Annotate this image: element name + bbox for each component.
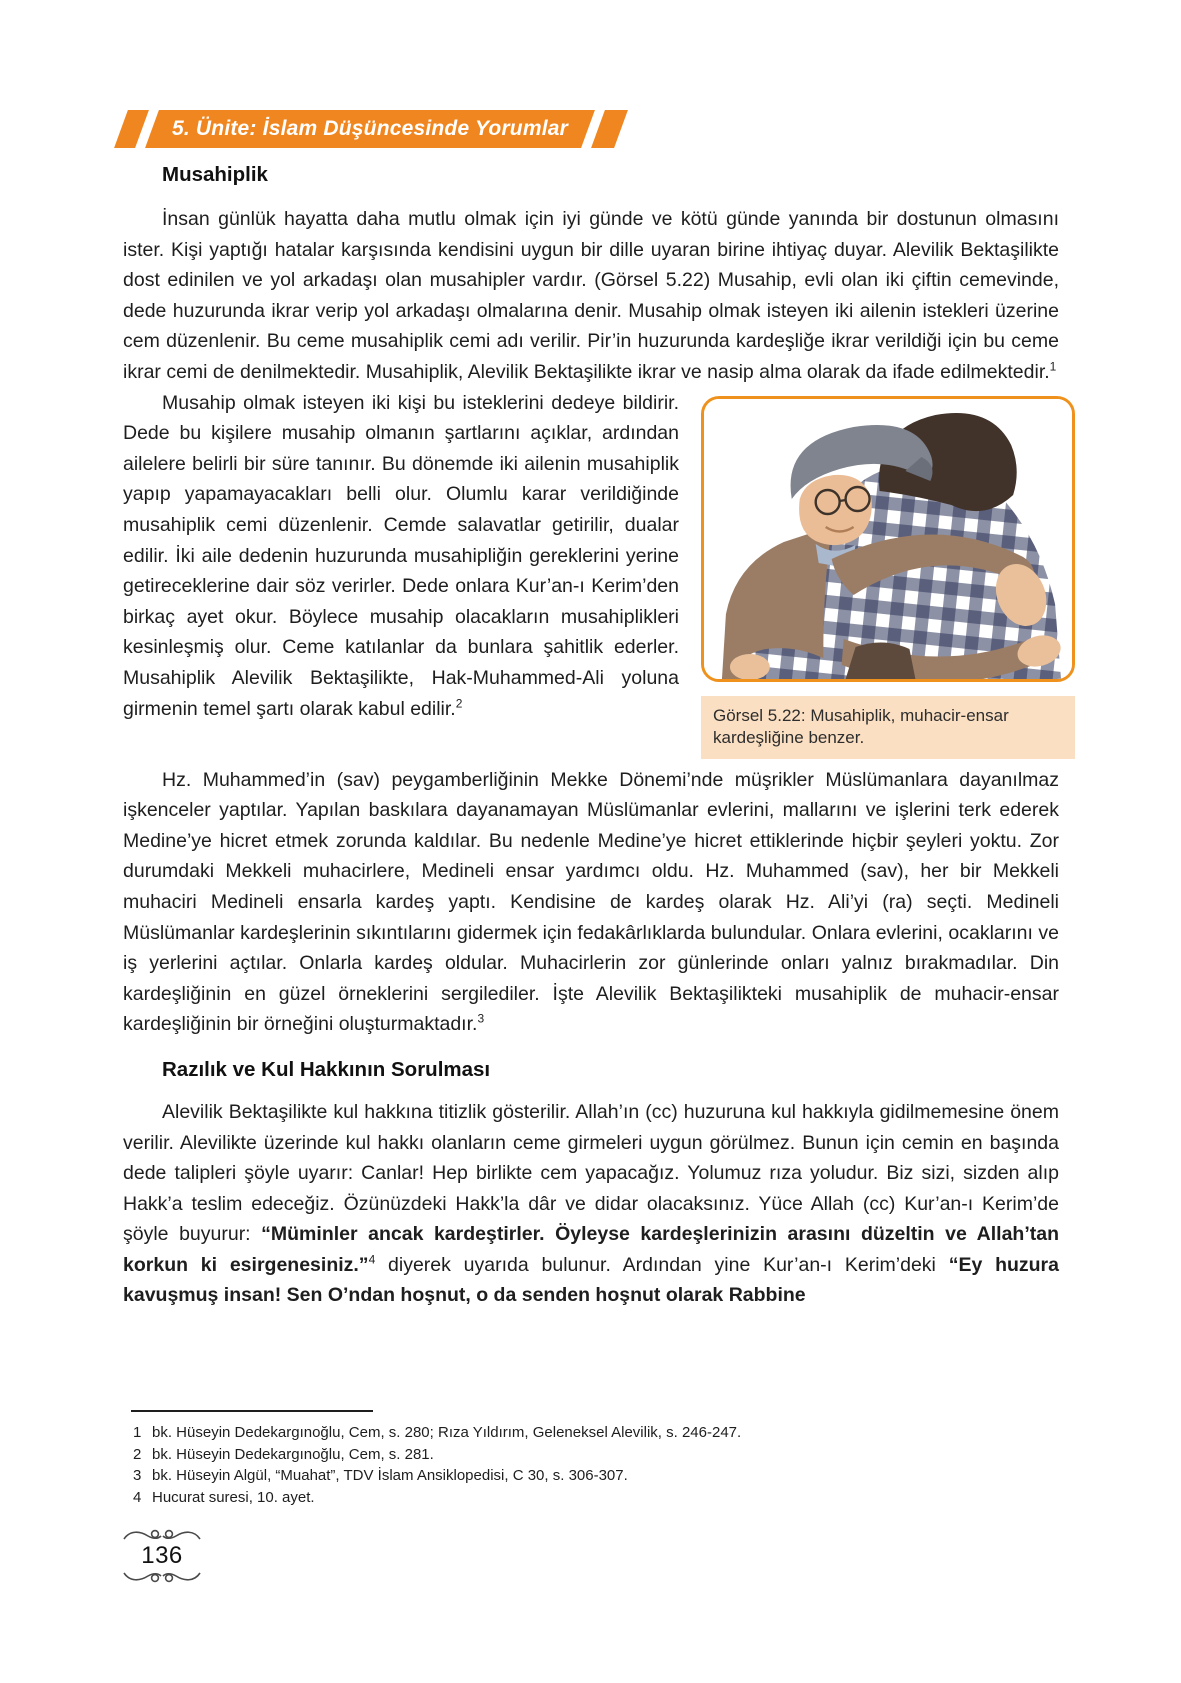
flourish-bottom-icon [122, 1569, 202, 1585]
paragraph-4-text: Alevilik Bektaşilikte kul hakkına titizlik gösterilir. Allah’ın (cc) huzuruna kul hakkıyla gidilmemesine önem verilir. Alevilikte üzerinde kul hakkı olanların ceme girmeleri uygun görülmez. Bunun için cemin en başında dede talipleri şöyle uyarır: Canlar! Hep birlikte cem yapacağız. Yolumuz rıza yoludur. Biz sizi, sizden alıp Hakk’a teslim edeceğiz. Özünüzdeki Hakk’la dâr ve didar olacaksınız. Yüce Allah (cc) Kur’an-ı Kerim’de şöyle buyurur: [123, 1100, 1059, 1246]
flourish-top-icon [122, 1527, 202, 1543]
footnote-text: bk. Hüseyin Algül, “Muahat”, TDV İslam Ansiklopedisi, C 30, s. 306-307. [152, 1467, 628, 1484]
footnote-text: Hucurat suresi, 10. ayet. [152, 1488, 315, 1506]
footnote-ref-2: 2 [455, 696, 463, 710]
footnote-number: 1 [133, 1424, 142, 1441]
footnote-rule [131, 1410, 373, 1412]
figure-5-22 [701, 396, 1075, 759]
footnote-ref-3: 3 [477, 1011, 485, 1026]
quran-quote-1: “Müminler ancak kardeştirler. Öyleyse kardeşlerinizin arasını düzeltin ve Allah’tan korkun ki esirgenesiniz.” [123, 1223, 1059, 1276]
footnote-ref-1: 1 [1049, 359, 1057, 374]
footnote-item [123, 1487, 1059, 1509]
section-heading-razilik: Razılık ve Kul Hakkının Sorulması [162, 1057, 491, 1081]
unit-banner [0, 110, 1181, 148]
footnote-number: 4 [133, 1488, 142, 1506]
paragraph-4 [123, 1097, 1059, 1311]
page-number: 136 [141, 1542, 183, 1569]
unit-title: 5. Ünite: İslam Düşüncesinde Yorumlar [171, 117, 568, 140]
banner-right-slash [591, 110, 628, 148]
footnote-item [123, 1465, 1059, 1487]
two-men-hugging-photo [704, 399, 1072, 679]
footnotes [123, 1410, 1059, 1508]
footnote-text: bk. Hüseyin Dedekargınoğlu, Cem, s. 280; Rıza Yıldırım, Geleneksel Alevilik, s. 246-247. [152, 1424, 742, 1441]
paragraph-3-text: Hz. Muhammed’in (sav) peygamberliğinin Mekke Dönemi’nde müşrikler Müslümanlara dayanılmaz işkenceler yaptılar. Yapılan baskılara dayanamayan Müslümanlar evlerini, mallarını ve işlerini terk ederek Medine’ye hicret etmek zorunda kaldılar. Bu nedenle Medine’ye hicret ettiklerinde hiçbir şeyleri yoktu. Zor durumdaki Mekkeli muhacirlere, Medineli ensar yardımcı oldu. Hz. Muhammed (sav), her bir Mekkeli muhaciri Medineli ensarla kardeş yaptı. Kendisine de kardeş olarak Hz. Ali’yi (ra) seçti. Medineli Müslümanlar kardeşlerinin sıkıntılarını gidermek için fedakârlıklarda bulundular. Onlara evlerini, ocaklarını ve iş yerlerini açtılar. Onlarla kardeş oldular. Muhacirlerin zor günlerinde onları yalnız bırakmadılar. Din kardeşliğinin en güzel örneklerini sergilediler. İşte Alevilik Bektaşilikteki musahiplik de muhacir-ensar kardeşliğinin bir örneğini oluşturmaktadır. [123, 768, 1059, 1036]
page-content [123, 163, 1059, 1311]
footnote-text: bk. Hüseyin Dedekargınoğlu, Cem, s. 281. [152, 1445, 434, 1463]
footnote-number: 2 [133, 1445, 142, 1463]
footnote-ref-4: 4 [368, 1252, 376, 1267]
paragraph-2-text: Musahip olmak isteyen iki kişi bu isteklerini dedeye bildirir. Dede bu kişilere musahip olmanın şartlarını açıklar, ardından ailelere belirli bir süre tanınır. Bu dönemde iki ailenin musahiplik yapıp yapamayacakları belli olur. Olumlu karar verildiğinde musahiplik cemi düzenlenir. Cemde salavatlar getirilir, dualar edilir. İki aile dedenin huzurunda musahipliğin gereklerini yerine getireceklerine dair söz verirler. Dede onlara Kur’an-ı Kerim’den birkaç ayet okur. Böylece musahip olacakların musahiplikleri kesinleşmiş olur. Ceme katılanlar da bunlara şahitlik ederler. Musahiplik Alevilik Bektaşilikte, Hak-Muhammed-Ali yoluna girmenin temel şartı olarak kabul edilir. [123, 391, 679, 720]
section-heading-musahiplik: Musahiplik [162, 163, 268, 186]
footnote-item [123, 1422, 1059, 1444]
quran-quote-2: “Ey huzura kavuşmuş insan! Sen O’ndan hoşnut, o da senden hoşnut olarak Rabbine [123, 1253, 1059, 1307]
banner-left-slash [114, 110, 149, 148]
figure-caption: Görsel 5.22: Musahiplik, muhacir-ensar kardeşliğine benzer. [701, 696, 1075, 759]
paragraph-1-text: İnsan günlük hayatta daha mutlu olmak için iyi günde ve kötü günde yanında bir dostunun olmasını ister. Kişi yaptığı hatalar karşısında kendisini uygun bir dille uyaran birine ihtiyaç duyar. Alevilik Bektaşilikte dost edinilen ve yol arkadaşı olan musahipler vardır. (Görsel 5.22) Musahip, evli olan iki çiftin cemevinde, dede huzurunda ikrar verip yol arkadaşı olmalarına denir. Musahip olmak isteyen iki ailenin istekleri üzerine cem düzenlenir. Bu ceme musahiplik cemi adı verilir. Pir’in huzurunda kardeşliğe ikrar verildiği için bu ceme ikrar cemi de denilmektedir. Musahiplik, Alevilik Bektaşilikte ikrar ve nasip alma olarak da ifade edilmektedir. [123, 208, 1059, 383]
footnote-number: 3 [133, 1467, 142, 1484]
figure-image-frame [701, 396, 1075, 682]
paragraph-4-text-2: diyerek uyarıda bulunur. Ardından yine Kur’an-ı Kerim’deki [375, 1253, 949, 1276]
footnote-item [123, 1444, 1059, 1466]
page-number-block [118, 1527, 206, 1585]
paragraph-1 [123, 204, 1059, 388]
paragraph-3 [123, 765, 1059, 1040]
